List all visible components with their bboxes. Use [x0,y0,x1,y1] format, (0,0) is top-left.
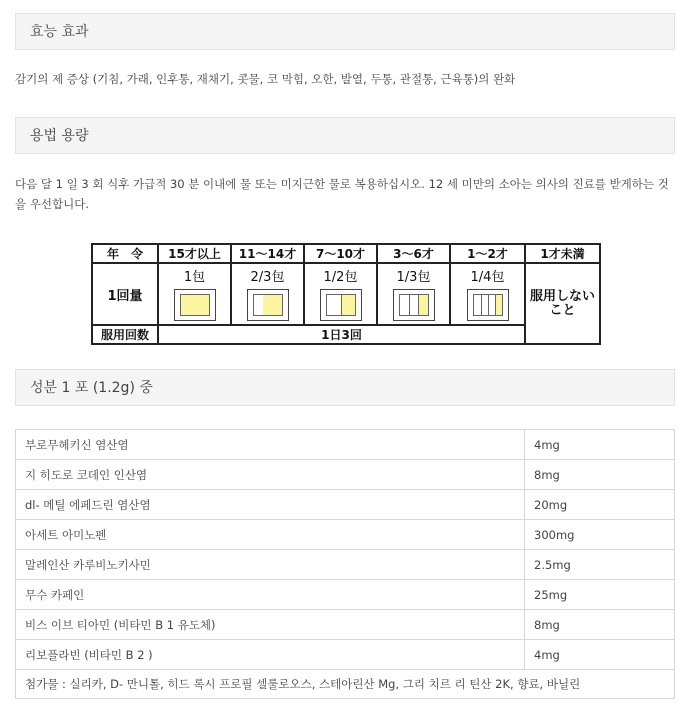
packet-icon [174,289,216,321]
ingredient-row [16,520,675,550]
dosage-heading: 용법 용량 [15,117,675,154]
ingredient-amount: 8mg [525,610,675,640]
packet-icon [467,289,509,321]
ingredient-row [16,490,675,520]
ingredient-row [16,550,675,580]
no-dose-cell: 服用しないこと [525,263,600,344]
ingredient-name: 비스 이브 티아민 (비타민 B 1 유도체) [16,610,525,640]
ingredient-amount: 25mg [525,580,675,610]
ingredients-table [15,429,675,699]
dose-amount: 1/2包 [323,270,358,285]
ingredient-amount: 300mg [525,520,675,550]
dosage-chart [91,243,599,345]
ingredient-name: 아세트 아미노펜 [16,520,525,550]
age-cell: 3～6才 [377,244,450,263]
ingredients-heading: 성분 1 포 (1.2g) 중 [15,369,675,406]
dose-label: 1回量 [92,263,158,325]
frequency-value: 1日3回 [158,325,525,344]
dose-cell [304,263,377,325]
dose-row [92,263,600,325]
ingredient-name: 말레인산 카루비노키사민 [16,550,525,580]
age-cell: 15才以上 [158,244,231,263]
packet-icon [247,289,289,321]
ingredient-name: 부로무헤키신 염산염 [16,430,525,460]
ingredient-amount: 4mg [525,640,675,670]
ingredient-row [16,430,675,460]
dose-cell [158,263,231,325]
additives-text: 첨가물 : 실리카, D- 만니톨, 히드 록시 프로필 셀룰로오스, 스테아린산 Mg, 그리 치르 리 틴산 2K, 향료, 바닐린 [16,670,675,699]
ingredient-amount: 8mg [525,460,675,490]
dose-amount: 1/3包 [396,270,431,285]
packet-icon [393,289,435,321]
dose-amount: 2/3包 [250,270,285,285]
ingredient-name: 리보플라빈 (비타민 B 2 ) [16,640,525,670]
age-row [92,244,600,263]
ingredient-amount: 4mg [525,430,675,460]
ingredient-row [16,640,675,670]
frequency-label: 服用回数 [92,325,158,344]
ingredient-name: 지 히도로 코데인 인산염 [16,460,525,490]
age-cell: 1才未満 [525,244,600,263]
efficacy-heading: 효능 효과 [15,13,675,50]
ingredient-amount: 2.5mg [525,550,675,580]
dosage-text: 다음 달 1 일 3 회 식후 가급적 30 분 이내에 물 또는 미지근한 물로 복용하십시오. 12 세 미만의 소아는 의사의 진료를 받게하는 것을 우선합니다. [15,177,669,211]
age-label: 年 令 [92,244,158,263]
age-cell: 11～14才 [231,244,304,263]
age-cell: 1～2才 [450,244,525,263]
age-cell: 7～10才 [304,244,377,263]
additives-row [16,670,675,699]
efficacy-text: 감기의 제 증상 (기침, 가래, 인후통, 재채기, 콧물, 코 막힘, 오한, 발열, 두통, 관절통, 근육통)의 완화 [15,72,516,86]
ingredient-row [16,610,675,640]
dose-cell [231,263,304,325]
ingredient-name: dl- 메틸 에페드린 염산염 [16,490,525,520]
ingredient-name: 무수 카페인 [16,580,525,610]
frequency-row [92,325,600,344]
dose-amount: 1包 [183,270,206,285]
dose-amount: 1/4包 [470,270,505,285]
ingredient-row [16,580,675,610]
packet-icon [320,289,362,321]
ingredient-amount: 20mg [525,490,675,520]
dose-cell [377,263,450,325]
dose-cell [450,263,525,325]
ingredient-row [16,460,675,490]
